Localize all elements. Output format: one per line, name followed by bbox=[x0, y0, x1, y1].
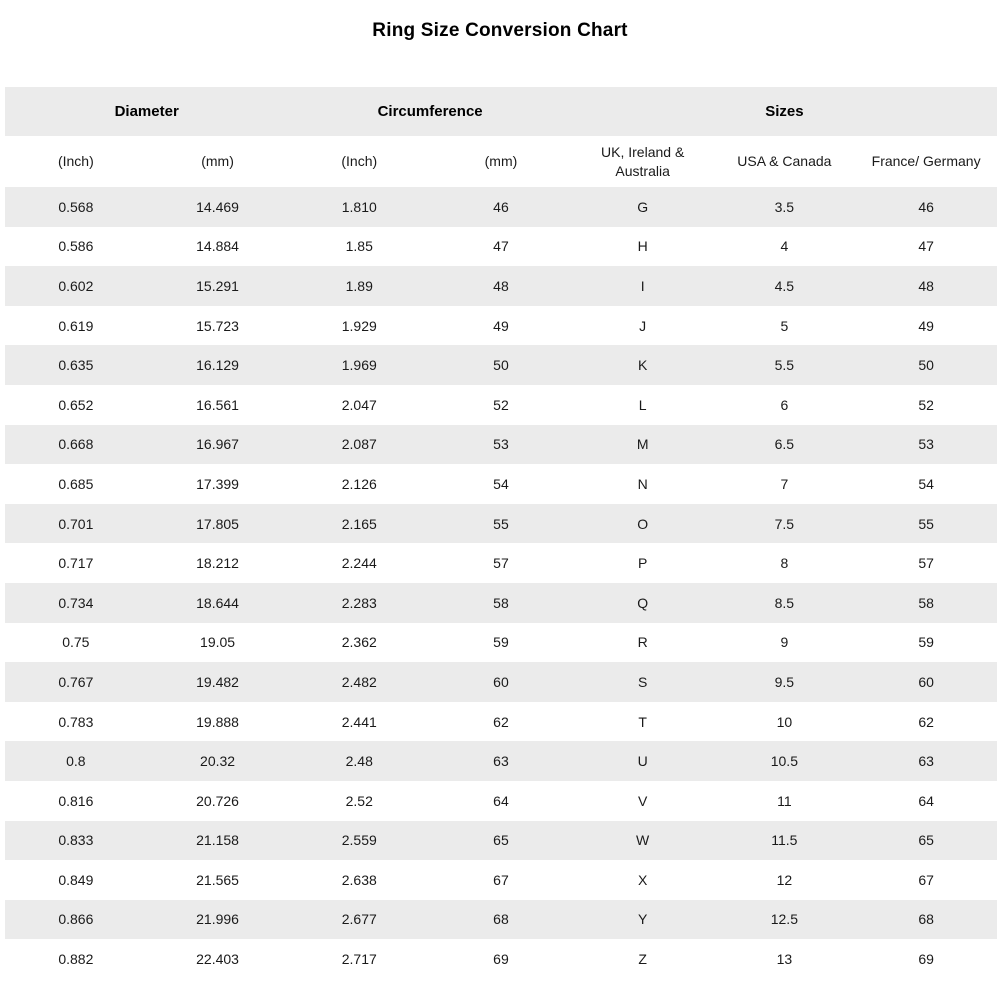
table-row bbox=[5, 543, 997, 583]
column-header: USA & Canada bbox=[714, 136, 856, 187]
table-cell: 0.866 bbox=[5, 900, 147, 940]
table-cell: 63 bbox=[430, 741, 572, 781]
table-cell: 2.717 bbox=[288, 939, 430, 979]
column-header: (mm) bbox=[147, 136, 289, 187]
column-header-row bbox=[5, 136, 997, 187]
table-cell: 50 bbox=[430, 345, 572, 385]
table-cell: 2.52 bbox=[288, 781, 430, 821]
table-cell: 50 bbox=[855, 345, 997, 385]
table-cell: 2.559 bbox=[288, 821, 430, 861]
table-cell: 19.05 bbox=[147, 623, 289, 663]
table-cell: 2.638 bbox=[288, 860, 430, 900]
table-row bbox=[5, 860, 997, 900]
table-cell: 0.734 bbox=[5, 583, 147, 623]
table-cell: 2.48 bbox=[288, 741, 430, 781]
table-cell: 47 bbox=[430, 227, 572, 267]
table-cell: 22.403 bbox=[147, 939, 289, 979]
table-cell: N bbox=[572, 464, 714, 504]
table-cell: 2.677 bbox=[288, 900, 430, 940]
table-cell: 0.717 bbox=[5, 543, 147, 583]
table-cell: 15.723 bbox=[147, 306, 289, 346]
group-header-diameter: Diameter bbox=[5, 87, 288, 136]
table-row bbox=[5, 464, 997, 504]
table-cell: 53 bbox=[430, 425, 572, 465]
table-cell: 60 bbox=[430, 662, 572, 702]
table-cell: W bbox=[572, 821, 714, 861]
group-header-circumference: Circumference bbox=[288, 87, 571, 136]
table-cell: 2.165 bbox=[288, 504, 430, 544]
table-row bbox=[5, 425, 997, 465]
table-cell: U bbox=[572, 741, 714, 781]
table-cell: 13 bbox=[714, 939, 856, 979]
column-header: UK, Ireland & Australia bbox=[572, 136, 714, 187]
page-title: Ring Size Conversion Chart bbox=[372, 20, 628, 41]
table-cell: 6.5 bbox=[714, 425, 856, 465]
table-cell: 1.969 bbox=[288, 345, 430, 385]
table-body bbox=[5, 187, 997, 979]
table-cell: V bbox=[572, 781, 714, 821]
table-cell: 1.89 bbox=[288, 266, 430, 306]
table-cell: 0.8 bbox=[5, 741, 147, 781]
table-cell: H bbox=[572, 227, 714, 267]
table-cell: 0.619 bbox=[5, 306, 147, 346]
table-cell: 53 bbox=[855, 425, 997, 465]
table-cell: 16.129 bbox=[147, 345, 289, 385]
table-cell: S bbox=[572, 662, 714, 702]
table-cell: 55 bbox=[430, 504, 572, 544]
table-cell: 2.047 bbox=[288, 385, 430, 425]
table-cell: 48 bbox=[855, 266, 997, 306]
table-cell: 0.767 bbox=[5, 662, 147, 702]
table-cell: 18.644 bbox=[147, 583, 289, 623]
table-cell: 7.5 bbox=[714, 504, 856, 544]
table-row bbox=[5, 623, 997, 663]
table-cell: 11.5 bbox=[714, 821, 856, 861]
table-cell: 8 bbox=[714, 543, 856, 583]
table-cell: 15.291 bbox=[147, 266, 289, 306]
table-cell: 19.888 bbox=[147, 702, 289, 742]
table-cell: O bbox=[572, 504, 714, 544]
table-cell: 62 bbox=[430, 702, 572, 742]
table-cell: 52 bbox=[430, 385, 572, 425]
table-row bbox=[5, 187, 997, 227]
table-row bbox=[5, 583, 997, 623]
table-cell: 10 bbox=[714, 702, 856, 742]
table-cell: 5 bbox=[714, 306, 856, 346]
table-cell: 58 bbox=[855, 583, 997, 623]
table-row bbox=[5, 266, 997, 306]
table-cell: 0.701 bbox=[5, 504, 147, 544]
table-cell: 48 bbox=[430, 266, 572, 306]
table-cell: 58 bbox=[430, 583, 572, 623]
table-cell: 67 bbox=[855, 860, 997, 900]
table-cell: 67 bbox=[430, 860, 572, 900]
table-row bbox=[5, 781, 997, 821]
table-row bbox=[5, 345, 997, 385]
table-cell: 2.441 bbox=[288, 702, 430, 742]
table-cell: 65 bbox=[855, 821, 997, 861]
table-cell: 54 bbox=[855, 464, 997, 504]
table-cell: 9.5 bbox=[714, 662, 856, 702]
table-cell: 0.652 bbox=[5, 385, 147, 425]
table-cell: 17.399 bbox=[147, 464, 289, 504]
table-cell: 20.726 bbox=[147, 781, 289, 821]
table-cell: 49 bbox=[855, 306, 997, 346]
table-cell: Q bbox=[572, 583, 714, 623]
table-cell: I bbox=[572, 266, 714, 306]
table-cell: 2.244 bbox=[288, 543, 430, 583]
table-cell: 0.586 bbox=[5, 227, 147, 267]
table-cell: 2.482 bbox=[288, 662, 430, 702]
table-cell: 2.126 bbox=[288, 464, 430, 504]
table-cell: 17.805 bbox=[147, 504, 289, 544]
table-cell: 0.685 bbox=[5, 464, 147, 504]
column-header: France/ Germany bbox=[855, 136, 997, 187]
table-cell: P bbox=[572, 543, 714, 583]
table-cell: 5.5 bbox=[714, 345, 856, 385]
table-cell: 46 bbox=[855, 187, 997, 227]
table-cell: 62 bbox=[855, 702, 997, 742]
table-cell: 64 bbox=[430, 781, 572, 821]
table-cell: 46 bbox=[430, 187, 572, 227]
table-cell: 0.816 bbox=[5, 781, 147, 821]
table-cell: 2.087 bbox=[288, 425, 430, 465]
table-cell: 68 bbox=[855, 900, 997, 940]
table-row bbox=[5, 900, 997, 940]
table-cell: 0.849 bbox=[5, 860, 147, 900]
table-cell: 1.85 bbox=[288, 227, 430, 267]
table-cell: 10.5 bbox=[714, 741, 856, 781]
table-cell: 8.5 bbox=[714, 583, 856, 623]
column-header: (Inch) bbox=[288, 136, 430, 187]
table-cell: 0.568 bbox=[5, 187, 147, 227]
table-cell: 54 bbox=[430, 464, 572, 504]
table-cell: 52 bbox=[855, 385, 997, 425]
table-cell: 57 bbox=[855, 543, 997, 583]
table-cell: 6 bbox=[714, 385, 856, 425]
table-cell: 68 bbox=[430, 900, 572, 940]
table-cell: 65 bbox=[430, 821, 572, 861]
table-cell: 2.362 bbox=[288, 623, 430, 663]
table-cell: 49 bbox=[430, 306, 572, 346]
table-cell: 21.996 bbox=[147, 900, 289, 940]
table-cell: 20.32 bbox=[147, 741, 289, 781]
table-row bbox=[5, 821, 997, 861]
table-cell: 16.561 bbox=[147, 385, 289, 425]
table-cell: 9 bbox=[714, 623, 856, 663]
table-cell: J bbox=[572, 306, 714, 346]
table-cell: 55 bbox=[855, 504, 997, 544]
table-cell: L bbox=[572, 385, 714, 425]
table-row bbox=[5, 306, 997, 346]
table-row bbox=[5, 702, 997, 742]
table-cell: 16.967 bbox=[147, 425, 289, 465]
table-cell: 0.833 bbox=[5, 821, 147, 861]
table-cell: 14.469 bbox=[147, 187, 289, 227]
table-cell: 21.565 bbox=[147, 860, 289, 900]
column-header: (Inch) bbox=[5, 136, 147, 187]
table-cell: R bbox=[572, 623, 714, 663]
table-cell: 18.212 bbox=[147, 543, 289, 583]
table-row bbox=[5, 227, 997, 267]
table-cell: 0.783 bbox=[5, 702, 147, 742]
table-row bbox=[5, 385, 997, 425]
table-cell: 11 bbox=[714, 781, 856, 821]
table-cell: 3.5 bbox=[714, 187, 856, 227]
table-cell: G bbox=[572, 187, 714, 227]
table-cell: 21.158 bbox=[147, 821, 289, 861]
table-cell: 0.668 bbox=[5, 425, 147, 465]
table-cell: 7 bbox=[714, 464, 856, 504]
group-header-row bbox=[5, 87, 997, 136]
table-row bbox=[5, 741, 997, 781]
table-cell: 59 bbox=[430, 623, 572, 663]
table-cell: 4.5 bbox=[714, 266, 856, 306]
column-header: (mm) bbox=[430, 136, 572, 187]
table-cell: 47 bbox=[855, 227, 997, 267]
table-cell: Y bbox=[572, 900, 714, 940]
table-cell: 60 bbox=[855, 662, 997, 702]
ring-size-conversion-table bbox=[5, 87, 997, 979]
table-cell: X bbox=[572, 860, 714, 900]
table-cell: 0.75 bbox=[5, 623, 147, 663]
table-cell: 4 bbox=[714, 227, 856, 267]
table-cell: 64 bbox=[855, 781, 997, 821]
table-cell: 1.810 bbox=[288, 187, 430, 227]
table-cell: 0.635 bbox=[5, 345, 147, 385]
table-cell: 12 bbox=[714, 860, 856, 900]
group-header-sizes: Sizes bbox=[572, 87, 997, 136]
table-cell: 63 bbox=[855, 741, 997, 781]
table-cell: 0.602 bbox=[5, 266, 147, 306]
table-cell: 2.283 bbox=[288, 583, 430, 623]
table-cell: T bbox=[572, 702, 714, 742]
table-cell: 14.884 bbox=[147, 227, 289, 267]
table-row bbox=[5, 939, 997, 979]
table-cell: 12.5 bbox=[714, 900, 856, 940]
table-row bbox=[5, 662, 997, 702]
table-cell: 59 bbox=[855, 623, 997, 663]
table-cell: Z bbox=[572, 939, 714, 979]
table-cell: 57 bbox=[430, 543, 572, 583]
table-cell: 69 bbox=[430, 939, 572, 979]
table-cell: 1.929 bbox=[288, 306, 430, 346]
table-cell: 19.482 bbox=[147, 662, 289, 702]
table-cell: M bbox=[572, 425, 714, 465]
table-cell: 0.882 bbox=[5, 939, 147, 979]
table-row bbox=[5, 504, 997, 544]
table-cell: 69 bbox=[855, 939, 997, 979]
table-cell: K bbox=[572, 345, 714, 385]
